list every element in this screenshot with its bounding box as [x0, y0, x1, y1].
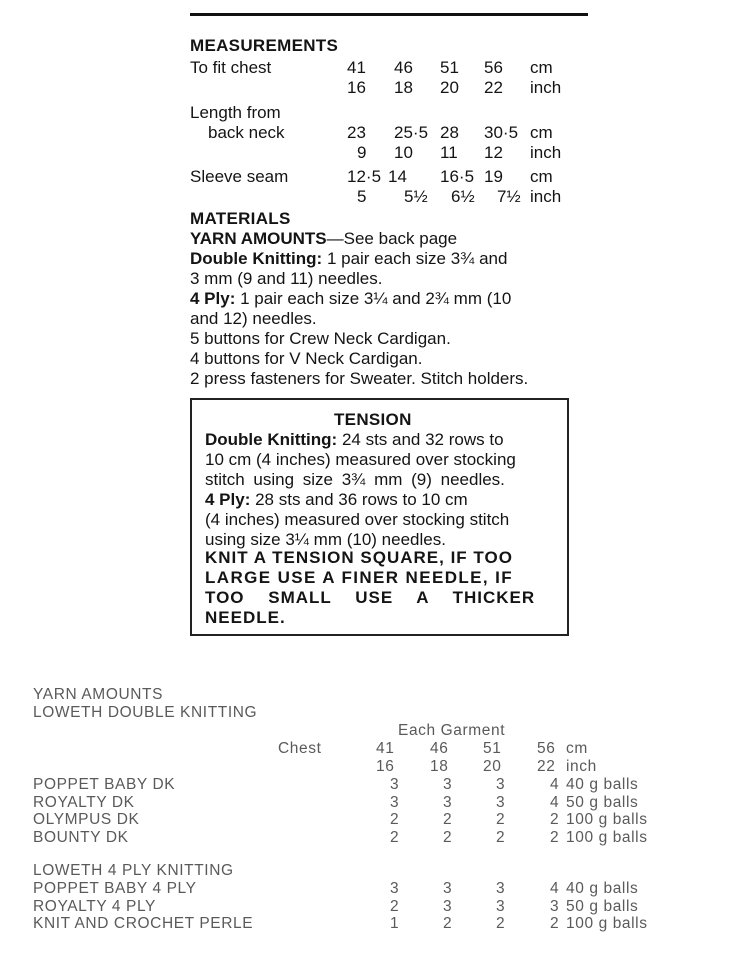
yarn-row-name: ROYALTY 4 PLY	[33, 897, 156, 915]
tension-warning-4: NEEDLE.	[205, 608, 286, 627]
tension-dk-text-1: 24 sts and 32 rows to	[341, 430, 504, 449]
size-in-2: 18	[430, 758, 449, 775]
tension-ply-line-1	[205, 490, 468, 510]
yarn-row-value: 1	[390, 915, 400, 932]
sleeve-cm-2: 14	[388, 167, 407, 186]
yarn-row-value: 4	[550, 776, 560, 793]
length-in-2: 10	[394, 143, 413, 162]
length-in-unit: inch	[530, 143, 562, 162]
length-cm-unit: cm	[530, 123, 553, 142]
yarn-row-value: 2	[550, 915, 560, 932]
top-rule	[190, 13, 588, 16]
yarn-amounts-note: —See back page	[326, 229, 458, 248]
yarn-row-value: 2	[550, 811, 560, 828]
yarn-row-value: 4	[550, 793, 560, 811]
size-cm-1: 41	[376, 740, 395, 757]
yarn-row-name: KNIT AND CROCHET PERLE	[33, 915, 254, 932]
tension-dk-label: Double Knitting:	[205, 430, 338, 449]
sleeve-in-4: 7½	[497, 187, 521, 206]
size-in-1: 16	[376, 758, 395, 775]
size-in-unit: inch	[566, 758, 597, 775]
tension-dk-line-1	[205, 430, 504, 450]
tension-ply-label: 4 Ply:	[205, 490, 251, 509]
sleeve-cm-4: 19	[484, 167, 503, 186]
yarn-row-unit: 50 g balls	[566, 897, 639, 915]
size-cm-3: 51	[483, 740, 502, 757]
yarn-row-value: 3	[443, 880, 453, 897]
yarn-row-unit: 100 g balls	[566, 828, 648, 846]
ply-needles-text-2: and 12) needles.	[190, 309, 317, 328]
tension-heading: TENSION	[334, 410, 412, 429]
chest-cm-1: 41	[347, 58, 366, 77]
dk-needles-text-2: 3 mm (9 and 11) needles.	[190, 269, 383, 288]
yarn-amounts-line	[190, 229, 457, 249]
size-cm-4: 56	[537, 740, 556, 757]
yarn-row-value: 3	[550, 897, 560, 915]
chest-in-unit: inch	[530, 78, 562, 97]
tension-ply-text-1: 28 sts and 36 rows to 10 cm	[255, 490, 468, 509]
yarn-row-value: 2	[390, 897, 400, 915]
yarn-row-value: 4	[550, 880, 560, 897]
sleeve-in-3: 6½	[451, 187, 475, 206]
measurements-heading: MEASUREMENTS	[190, 36, 339, 55]
buttons-vneck: 4 buttons for V Neck Cardigan.	[190, 349, 423, 368]
yarn-row-value: 3	[390, 793, 400, 811]
chest-cm-unit: cm	[530, 58, 553, 77]
buttons-crew: 5 buttons for Crew Neck Cardigan.	[190, 329, 451, 348]
dk-needles-line	[190, 249, 507, 269]
tension-ply-text-3: using size 3¼ mm (10) needles.	[205, 530, 446, 549]
length-label-2: back neck	[208, 123, 285, 142]
yarn-row-value: 3	[496, 776, 506, 793]
tension-dk-text-2: 10 cm (4 inches) measured over stocking	[205, 450, 516, 469]
sleeve-in-unit: inch	[530, 187, 562, 206]
size-in-4: 22	[537, 758, 556, 775]
ply-table-heading: LOWETH 4 PLY KNITTING	[33, 862, 234, 879]
yarn-row-unit: 100 g balls	[566, 915, 648, 932]
yarn-row-value: 3	[443, 897, 453, 915]
chest-in-2: 18	[394, 78, 413, 97]
chest-label: To fit chest	[190, 58, 272, 77]
length-in-4: 12	[484, 143, 503, 162]
length-in-3: 11	[440, 143, 458, 162]
chest-cm-3: 51	[440, 58, 459, 77]
chest-label-table: Chest	[278, 740, 322, 757]
dk-label: Double Knitting:	[190, 249, 323, 268]
yarn-row-name: POPPET BABY 4 PLY	[33, 880, 197, 897]
yarn-table-title-2: LOWETH DOUBLE KNITTING	[33, 704, 258, 721]
tension-warning-1: KNIT A TENSION SQUARE, IF TOO	[205, 548, 513, 567]
yarn-row-value: 2	[550, 828, 560, 846]
size-cm-2: 46	[430, 740, 449, 757]
tension-dk-text-3: stitch using size 3¾ mm (9) needles.	[205, 470, 505, 489]
sleeve-in-2: 5½	[404, 187, 428, 206]
tension-warning-3: TOO SMALL USE A THICKER	[205, 588, 536, 607]
yarn-row-unit: 40 g balls	[566, 776, 639, 793]
yarn-row-value: 3	[390, 776, 400, 793]
yarn-amounts-heading: YARN AMOUNTS	[190, 229, 327, 248]
length-cm-1: 23	[347, 123, 366, 142]
tension-ply-text-2: (4 inches) measured over stocking stitch	[205, 510, 510, 529]
yarn-row-value: 2	[390, 828, 400, 846]
yarn-row-unit: 40 g balls	[566, 880, 639, 897]
ply-label: 4 Ply:	[190, 289, 236, 308]
yarn-table-title-1: YARN AMOUNTS	[33, 686, 164, 703]
length-in-1: 9	[357, 143, 367, 162]
yarn-row-value: 2	[496, 828, 506, 846]
chest-in-4: 22	[484, 78, 503, 97]
tension-warning-2: LARGE USE A FINER NEEDLE, IF	[205, 568, 514, 587]
size-cm-unit: cm	[566, 740, 588, 757]
yarn-row-name: POPPET BABY DK	[33, 776, 176, 793]
dk-needles-text: 1 pair each size 3¾ and	[326, 249, 508, 268]
sleeve-in-1: 5	[357, 187, 367, 206]
yarn-row-name: ROYALTY DK	[33, 793, 135, 811]
sleeve-cm-3: 16·5	[440, 167, 475, 186]
length-label-1: Length from	[190, 103, 281, 122]
yarn-row-value: 2	[496, 811, 506, 828]
yarn-row-name: BOUNTY DK	[33, 828, 129, 846]
yarn-row-name: OLYMPUS DK	[33, 811, 140, 828]
yarn-row-value: 3	[496, 880, 506, 897]
length-cm-4: 30·5	[484, 123, 519, 142]
chest-in-3: 20	[440, 78, 459, 97]
chest-cm-4: 56	[484, 58, 503, 77]
sleeve-cm-unit: cm	[530, 167, 553, 186]
fasteners-line: 2 press fasteners for Sweater. Stitch holders.	[190, 369, 529, 388]
sleeve-label: Sleeve seam	[190, 167, 289, 186]
yarn-row-value: 3	[443, 776, 453, 793]
chest-cm-2: 46	[394, 58, 413, 77]
yarn-row-value: 3	[496, 897, 506, 915]
yarn-row-value: 3	[443, 793, 453, 811]
yarn-row-value: 3	[390, 880, 400, 897]
yarn-row-value: 2	[496, 915, 506, 932]
materials-heading: MATERIALS	[190, 209, 291, 228]
yarn-row-value: 2	[390, 811, 400, 828]
each-garment-label: Each Garment	[398, 722, 506, 739]
yarn-row-unit: 50 g balls	[566, 793, 639, 811]
length-cm-3: 28	[440, 123, 459, 142]
size-in-3: 20	[483, 758, 502, 775]
yarn-row-unit: 100 g balls	[566, 811, 648, 828]
sleeve-cm-1: 12·5	[347, 167, 382, 186]
yarn-row-value: 2	[443, 811, 453, 828]
yarn-row-value: 3	[496, 793, 506, 811]
chest-in-1: 16	[347, 78, 366, 97]
length-cm-2: 25·5	[394, 123, 429, 142]
ply-needles-text: 1 pair each size 3¼ and 2¾ mm (10	[240, 289, 512, 308]
yarn-row-value: 2	[443, 915, 453, 932]
yarn-row-value: 2	[443, 828, 453, 846]
ply-needles-line	[190, 289, 511, 309]
